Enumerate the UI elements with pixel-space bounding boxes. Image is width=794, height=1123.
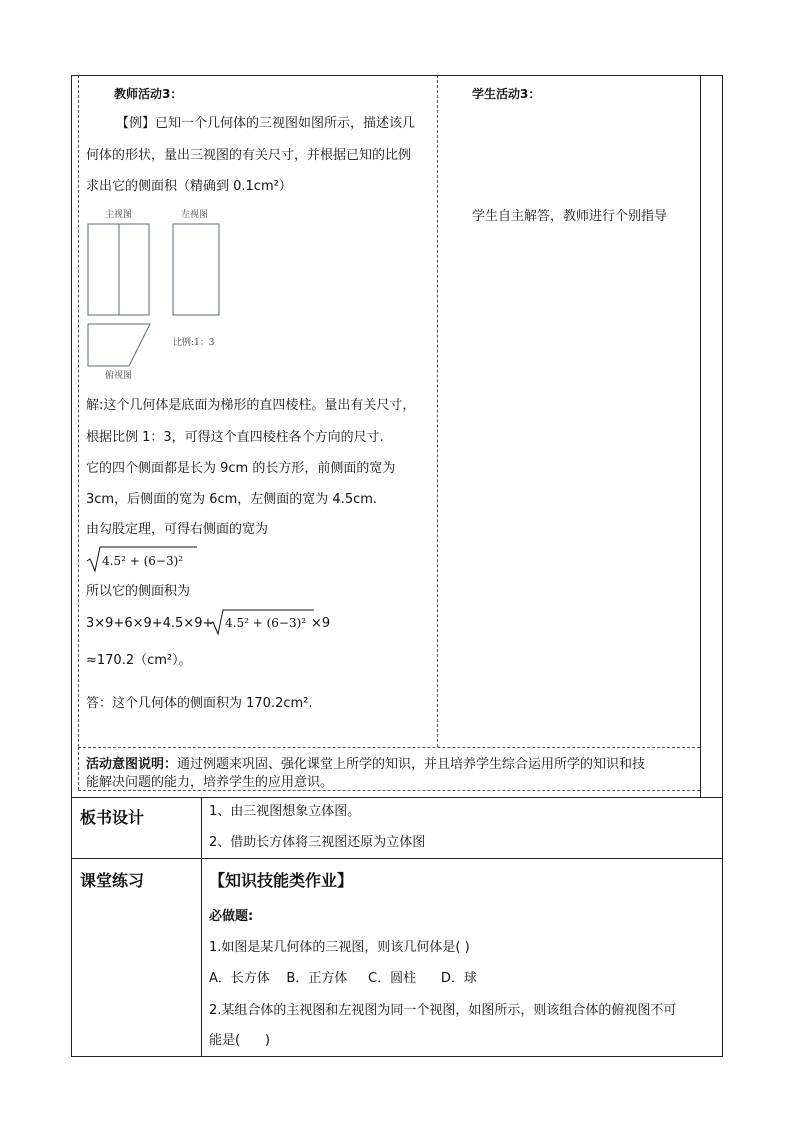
dashed-intent-left <box>78 747 79 790</box>
inner-right-border <box>700 75 701 797</box>
solution-line-1: 解:这个几何体是底面为梯形的直四棱柱。量出有关尺寸， <box>86 398 416 413</box>
intent-text-1: 通过例题来巩固、强化课堂上所学的知识，并且培养学生综合运用所学的知识和技 <box>177 757 646 772</box>
top-view-label: 俯视图 <box>105 371 133 381</box>
intent-label: 活动意图说明： <box>86 757 178 772</box>
row-divider-practice <box>71 858 723 859</box>
problem-line-1: 【例】已知一个几何体的三视图如图所示，描述该几 <box>116 116 416 131</box>
table-left-border <box>71 75 72 1057</box>
question-1-options: A．长方体 B．正方体 C．圆柱 D．球 <box>209 971 477 986</box>
table-right-border <box>722 75 723 1057</box>
intent-line-2: 能解决问题的能力，培养学生的应用意识。 <box>86 775 334 790</box>
formula-radicand-2: 4.5² + (6−3)² <box>225 616 307 630</box>
left-view-label: 左视图 <box>181 210 209 220</box>
dashed-left <box>78 75 79 747</box>
practice-label: 课堂练习 <box>80 871 145 890</box>
student-text: 学生自主解答，教师进行个别指导 <box>472 209 668 224</box>
top-view-trapezoid <box>88 324 150 366</box>
question-2-line-2: 能是( ) <box>209 1033 270 1048</box>
label-column-divider <box>201 797 202 1056</box>
problem-line-3: 求出它的侧面积（精确到 0.1cm²） <box>86 179 292 194</box>
solution-line-4: 3cm，后侧面的宽为 6cm，左侧面的宽为 4.5cm. <box>86 492 378 507</box>
dashed-bottom <box>78 747 700 748</box>
solution-line-6: 所以它的侧面积为 <box>86 584 191 599</box>
solution-line-3: 它的四个侧面都是长为 9cm 的长方形，前侧面的宽为 <box>86 461 396 476</box>
board-item-2: 2、借助长方体将三视图还原为立体图 <box>209 835 426 850</box>
front-view-label: 主视图 <box>105 210 133 220</box>
question-1: 1.如图是某几何体的三视图，则该几何体是( ) <box>209 940 470 955</box>
left-view-rect <box>173 224 219 315</box>
student-heading: 学生活动3： <box>472 87 541 101</box>
approx-result: ≈170.2（cm²）。 <box>86 653 192 668</box>
dashed-middle <box>437 75 438 747</box>
problem-line-2: 何体的形状，量出三视图的有关尺寸，并根据已知的比例 <box>86 148 412 163</box>
formula-radicand-1: 4.5² + (6−3)² <box>102 554 184 568</box>
table-top-border <box>71 75 723 76</box>
expression-prefix: 3×9+6×9+4.5×9+ <box>86 616 214 631</box>
answer-line: 答：这个几何体的侧面积为 170.2cm². <box>86 696 313 711</box>
table-bottom-border <box>71 1056 723 1057</box>
ratio-label: 比例:1：3 <box>173 338 215 348</box>
board-design-label: 板书设计 <box>80 808 145 827</box>
practice-title: 【知识技能类作业】 <box>209 871 354 890</box>
board-item-1: 1、由三视图想象立体图。 <box>209 804 361 819</box>
intent-line-1 <box>86 757 645 773</box>
question-2-line-1: 2.某组合体的主视图和左视图为同一个视图，如图所示，则该组合体的俯视图不可 <box>209 1003 677 1018</box>
row-divider-board <box>71 797 723 798</box>
required-label: 必做题: <box>209 909 254 924</box>
solution-line-2: 根据比例 1：3，可得这个直四棱柱各个方向的尺寸. <box>86 430 384 445</box>
expression-suffix: ×9 <box>311 616 331 631</box>
teacher-heading: 教师活动3： <box>114 87 183 101</box>
solution-line-5: 由勾股定理，可得右侧面的宽为 <box>86 522 269 537</box>
